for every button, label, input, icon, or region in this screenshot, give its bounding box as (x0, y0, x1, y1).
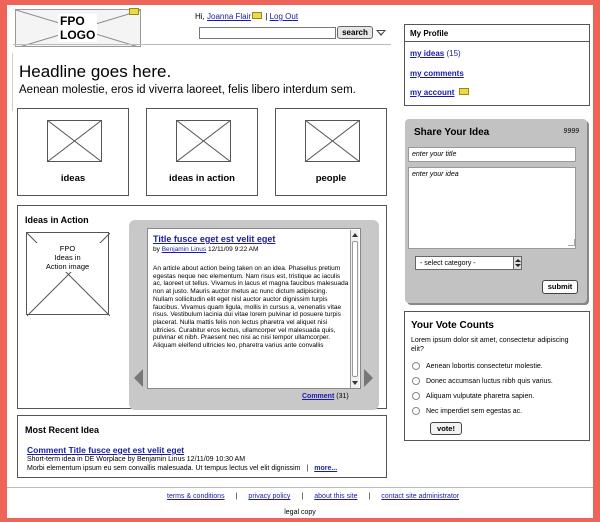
article-scrollbar[interactable] (350, 230, 359, 388)
footer (7, 487, 593, 518)
tile-ideas-in-action[interactable] (146, 108, 258, 196)
more-link[interactable]: more... (314, 465, 338, 472)
page-subhead: Aenean molestie, eros id viverra laoreet, felis libero interdum sem. (19, 84, 356, 96)
ideas-in-action-image (26, 232, 109, 315)
footer-link-contact[interactable]: contact site administrator (381, 493, 460, 500)
chevron-down-icon[interactable] (376, 30, 386, 36)
tile-label: ideas (60, 173, 86, 184)
most-recent-section (17, 415, 387, 478)
panel-title: Your Vote Counts (411, 320, 494, 331)
page (7, 5, 593, 518)
ideas-in-action-article (147, 228, 361, 389)
my-profile-panel (404, 24, 590, 106)
search-button[interactable]: search (337, 26, 373, 39)
idea-title-input[interactable]: enter your title (408, 147, 576, 162)
tile-ideas[interactable] (17, 108, 129, 196)
image-placeholder-icon (47, 120, 102, 162)
logout-link[interactable]: Log Out (269, 12, 299, 21)
scroll-up-icon[interactable] (352, 233, 358, 237)
poll-option[interactable]: Nec imperdiet sem egestas ac. (412, 407, 522, 415)
footer-links: terms & conditions | privacy policy | about this site | contact site administrator (167, 493, 460, 500)
recent-idea-snippet: Morbi elementum ipsum eu sem convallis malesuada. Ut tempus lectus vel elit dignissim (27, 465, 301, 472)
recent-idea-title-link[interactable]: Comment Title fusce eget est velit eget (27, 445, 185, 455)
radio-button[interactable] (412, 407, 420, 415)
share-idea-panel (405, 119, 587, 303)
user-greeting: Hi, Joanna Flair | Log Out (195, 12, 299, 21)
footer-link-about[interactable]: about this site (314, 493, 358, 500)
article-title-link[interactable]: Title fusce eget est velit eget (153, 234, 276, 244)
image-placeholder-icon (176, 120, 231, 162)
footer-link-terms[interactable]: terms & conditions (167, 493, 225, 500)
page-headline: Headline goes here. (19, 62, 172, 81)
poll-option[interactable]: Aliquam vulputate pharetra sapien. (412, 392, 534, 400)
comment-link-row (302, 393, 349, 400)
idea-body-textarea[interactable]: enter your idea (408, 167, 576, 249)
my-comments-link[interactable]: my comments (410, 69, 464, 78)
search-input[interactable] (199, 27, 336, 39)
panel-title: My Profile (405, 25, 589, 42)
panel-title: Share Your Idea (414, 127, 490, 138)
sticky-note-icon (129, 8, 139, 15)
my-ideas-row (410, 49, 461, 58)
recent-idea-meta: Short-term idea in DE Worplace by Benjamin Linus 12/11/09 10:30 AM (27, 456, 246, 463)
hero (12, 53, 392, 111)
category-select[interactable]: - select category - (415, 256, 522, 270)
submit-button[interactable]: submit (542, 280, 578, 294)
image-placeholder-icon (305, 120, 360, 162)
tile-label: ideas in action (169, 173, 235, 184)
radio-button[interactable] (412, 362, 420, 370)
tile-label: people (315, 173, 347, 184)
radio-button[interactable] (412, 377, 420, 385)
logo-placeholder[interactable] (15, 9, 141, 47)
author-link[interactable]: Benjamin Linus (161, 246, 207, 253)
footer-link-privacy[interactable]: privacy policy (248, 493, 291, 500)
scroll-down-icon[interactable] (352, 381, 358, 385)
section-title: Ideas in Action (25, 215, 89, 225)
poll-panel (404, 311, 590, 441)
comment-count: (31) (336, 393, 349, 400)
carousel-next-icon[interactable] (364, 369, 373, 387)
header-divider (13, 44, 391, 45)
vote-button[interactable]: vote! (430, 422, 462, 435)
carousel-prev-icon[interactable] (134, 369, 143, 387)
character-count: 9999 (563, 128, 579, 135)
greeting-prefix: Hi, (195, 12, 205, 21)
article-date: 12/11/09 9:22 AM (207, 246, 259, 253)
section-title: Most Recent Idea (25, 425, 100, 435)
comment-link[interactable]: Comment (302, 393, 335, 400)
sticky-note-icon (252, 12, 262, 19)
my-ideas-count: (15) (446, 49, 461, 58)
scrollbar-thumb[interactable] (352, 241, 358, 377)
sticky-note-icon (459, 88, 469, 95)
user-name-link[interactable]: Joanna Flair (207, 12, 252, 21)
resize-grip-icon[interactable] (568, 239, 575, 246)
my-account-row (410, 88, 469, 97)
poll-option[interactable]: Aenean lobortis consectetur molestie. (412, 362, 543, 370)
poll-question: Lorem ipsum dolor sit amet, consectetur adipiscing elit? (411, 337, 569, 353)
image-caption: FPO Ideas in Action image (31, 243, 104, 272)
poll-option[interactable]: Donec accumsan luctus nibh quis varius. (412, 377, 553, 385)
legal-copy: legal copy (284, 509, 316, 516)
recent-idea-snippet-row: Morbi elementum ipsum eu sem convallis malesuada. Ut tempus lectus vel elit dignissim | more... (27, 465, 338, 472)
radio-button[interactable] (412, 392, 420, 400)
logo-text: FPO LOGO (60, 14, 96, 42)
tile-people[interactable] (275, 108, 387, 196)
select-stepper-icon[interactable] (513, 256, 522, 270)
my-account-link[interactable]: my account (410, 88, 455, 97)
article-body: An article about action being taken on an idea. Phasellus pretium egestas neque nec elementum. Nam risus est, tristique ac iaculis ac, laoreet ut tellus. Vivamus in lacus et magna faucibus malesuada non at justo. Mauris auctor metus ac nunc dictum adipiscing. Nullam sollicitudin elit eget nisl auctor auctor dignissim turpis faucibus. Vivamus quam ligula, mollis in cursus a, venenatis vitae risus. Vestibulum lacinia dui vitae lorem pulvinar id posuere turpis placerat. Nulla mattis felis non lectus pharetra vel aliquet nisi ultricies. Curabitur eros lectus, ullamcorper vel malesuada quis, pulvinar et nibh. Praesent nec nisi ac nisi tempor ullamcorper. Aliquam eleifend ultricies leo, pharetra varius ante convallis (153, 265, 349, 350)
my-ideas-link[interactable]: my ideas (410, 49, 445, 58)
article-byline: by Benjamin Linus 12/11/09 9:22 AM (153, 246, 259, 253)
